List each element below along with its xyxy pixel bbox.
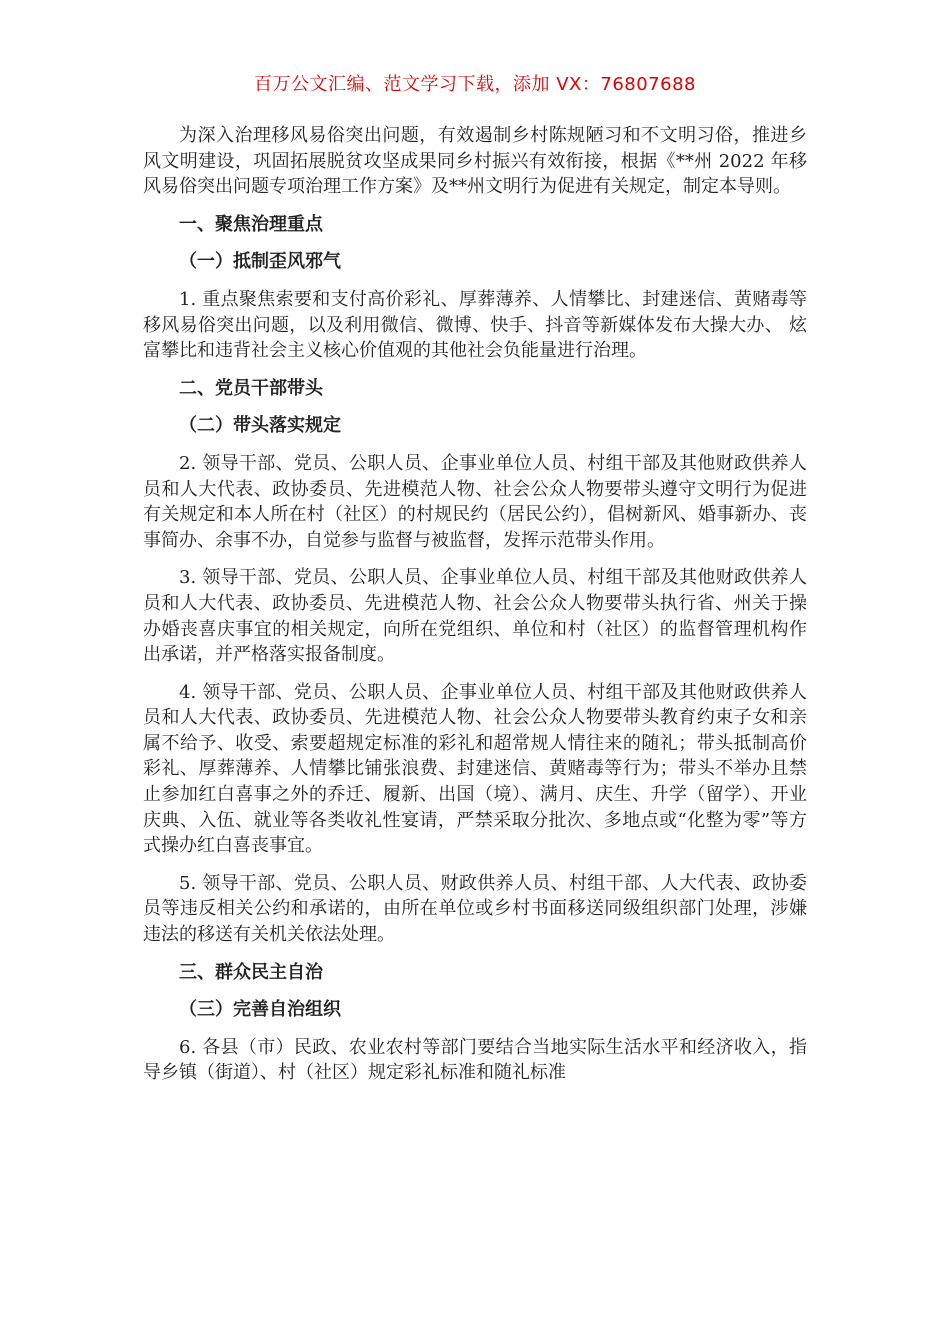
section-heading-1: 一、聚焦治理重点 <box>179 213 323 235</box>
subsection-heading-1: （一）抵制歪风邪气 <box>179 251 341 273</box>
item-paragraph-1: 1. 重点聚焦索要和支付高价彩礼、厚葬薄养、人情攀比、封建迷信、黄赌毒等移风易俗突出问题，以及利用微信、微博、快手、抖音等新媒体发布大操大办、 炫富攀比和违背社会主义核心价值观的其他社会负能量进行治理。 <box>143 288 807 362</box>
watermark-header: 百万公文汇编、范文学习下载，添加 VX：76807688 <box>254 74 696 95</box>
intro-paragraph: 为深入治理移风易俗突出问题，有效遏制乡村陈规陋习和不文明习俗，推进乡风文明建设，巩固拓展脱贫攻坚成果同乡村振兴有效衔接，根据《**州 2022 年移风易俗突出问题专项治理工作方案》及**州文明行为促进有关规定，制定本导则。 <box>143 125 807 198</box>
item-paragraph-5: 5. 领导干部、党员、公职人员、财政供养人员、村组干部、人大代表、政协委员等违反相关公约和承诺的，由所在单位或乡村书面移送同级组织部门处理，涉嫌违法的移送有关机关依法处理。 <box>143 872 807 946</box>
document-body <box>143 123 807 1098</box>
section-heading-3: 三、群众民主自治 <box>179 961 323 983</box>
subsection-heading-2: （二）带头落实规定 <box>179 415 341 437</box>
item-paragraph-4: 4. 领导干部、党员、公职人员、企事业单位人员、村组干部及其他财政供养人员和人大代表、政协委员、先进模范人物、社会公众人物要带头教育约束子女和亲属不给予、收受、索要超规定标准的彩礼和超常规人情往来的随礼；带头抵制高价彩礼、厚葬薄养、人情攀比铺张浪费、封建迷信、黄赌毒等行为；带头不举办且禁止参加红白喜事之外的乔迁、履新、出国（境）、满月、庆生、升学（留学）、开业庆典、入伍、就业等各类收礼性宴请，严禁采取分批次、多地点或“化整为零”等方式操办红白喜丧事宜。 <box>143 681 807 857</box>
item-paragraph-3: 3. 领导干部、党员、公职人员、企事业单位人员、村组干部及其他财政供养人员和人大代表、政协委员、先进模范人物、社会公众人物要带头执行省、州关于操办婚丧喜庆事宜的相关规定，向所在党组织、单位和村（社区）的监督管理机构作出承诺，并严格落实报备制度。 <box>143 567 807 666</box>
subsection-heading-3: （三）完善自治组织 <box>179 999 341 1021</box>
section-heading-2: 二、党员干部带头 <box>179 377 323 399</box>
item-paragraph-6: 6. 各县（市）民政、农业农村等部门要结合当地实际生活水平和经济收入，指导乡镇（街道）、村（社区）规定彩礼标准和随礼标准 <box>143 1036 807 1084</box>
item-paragraph-2: 2. 领导干部、党员、公职人员、企事业单位人员、村组干部及其他财政供养人员和人大代表、政协委员、先进模范人物、社会公众人物要带头遵守文明行为促进有关规定和本人所在村（社区）的村规民约（居民公约），倡树新风、婚事新办、丧事简办、余事不办，自觉参与监督与被监督，发挥示范带头作用。 <box>143 452 807 551</box>
